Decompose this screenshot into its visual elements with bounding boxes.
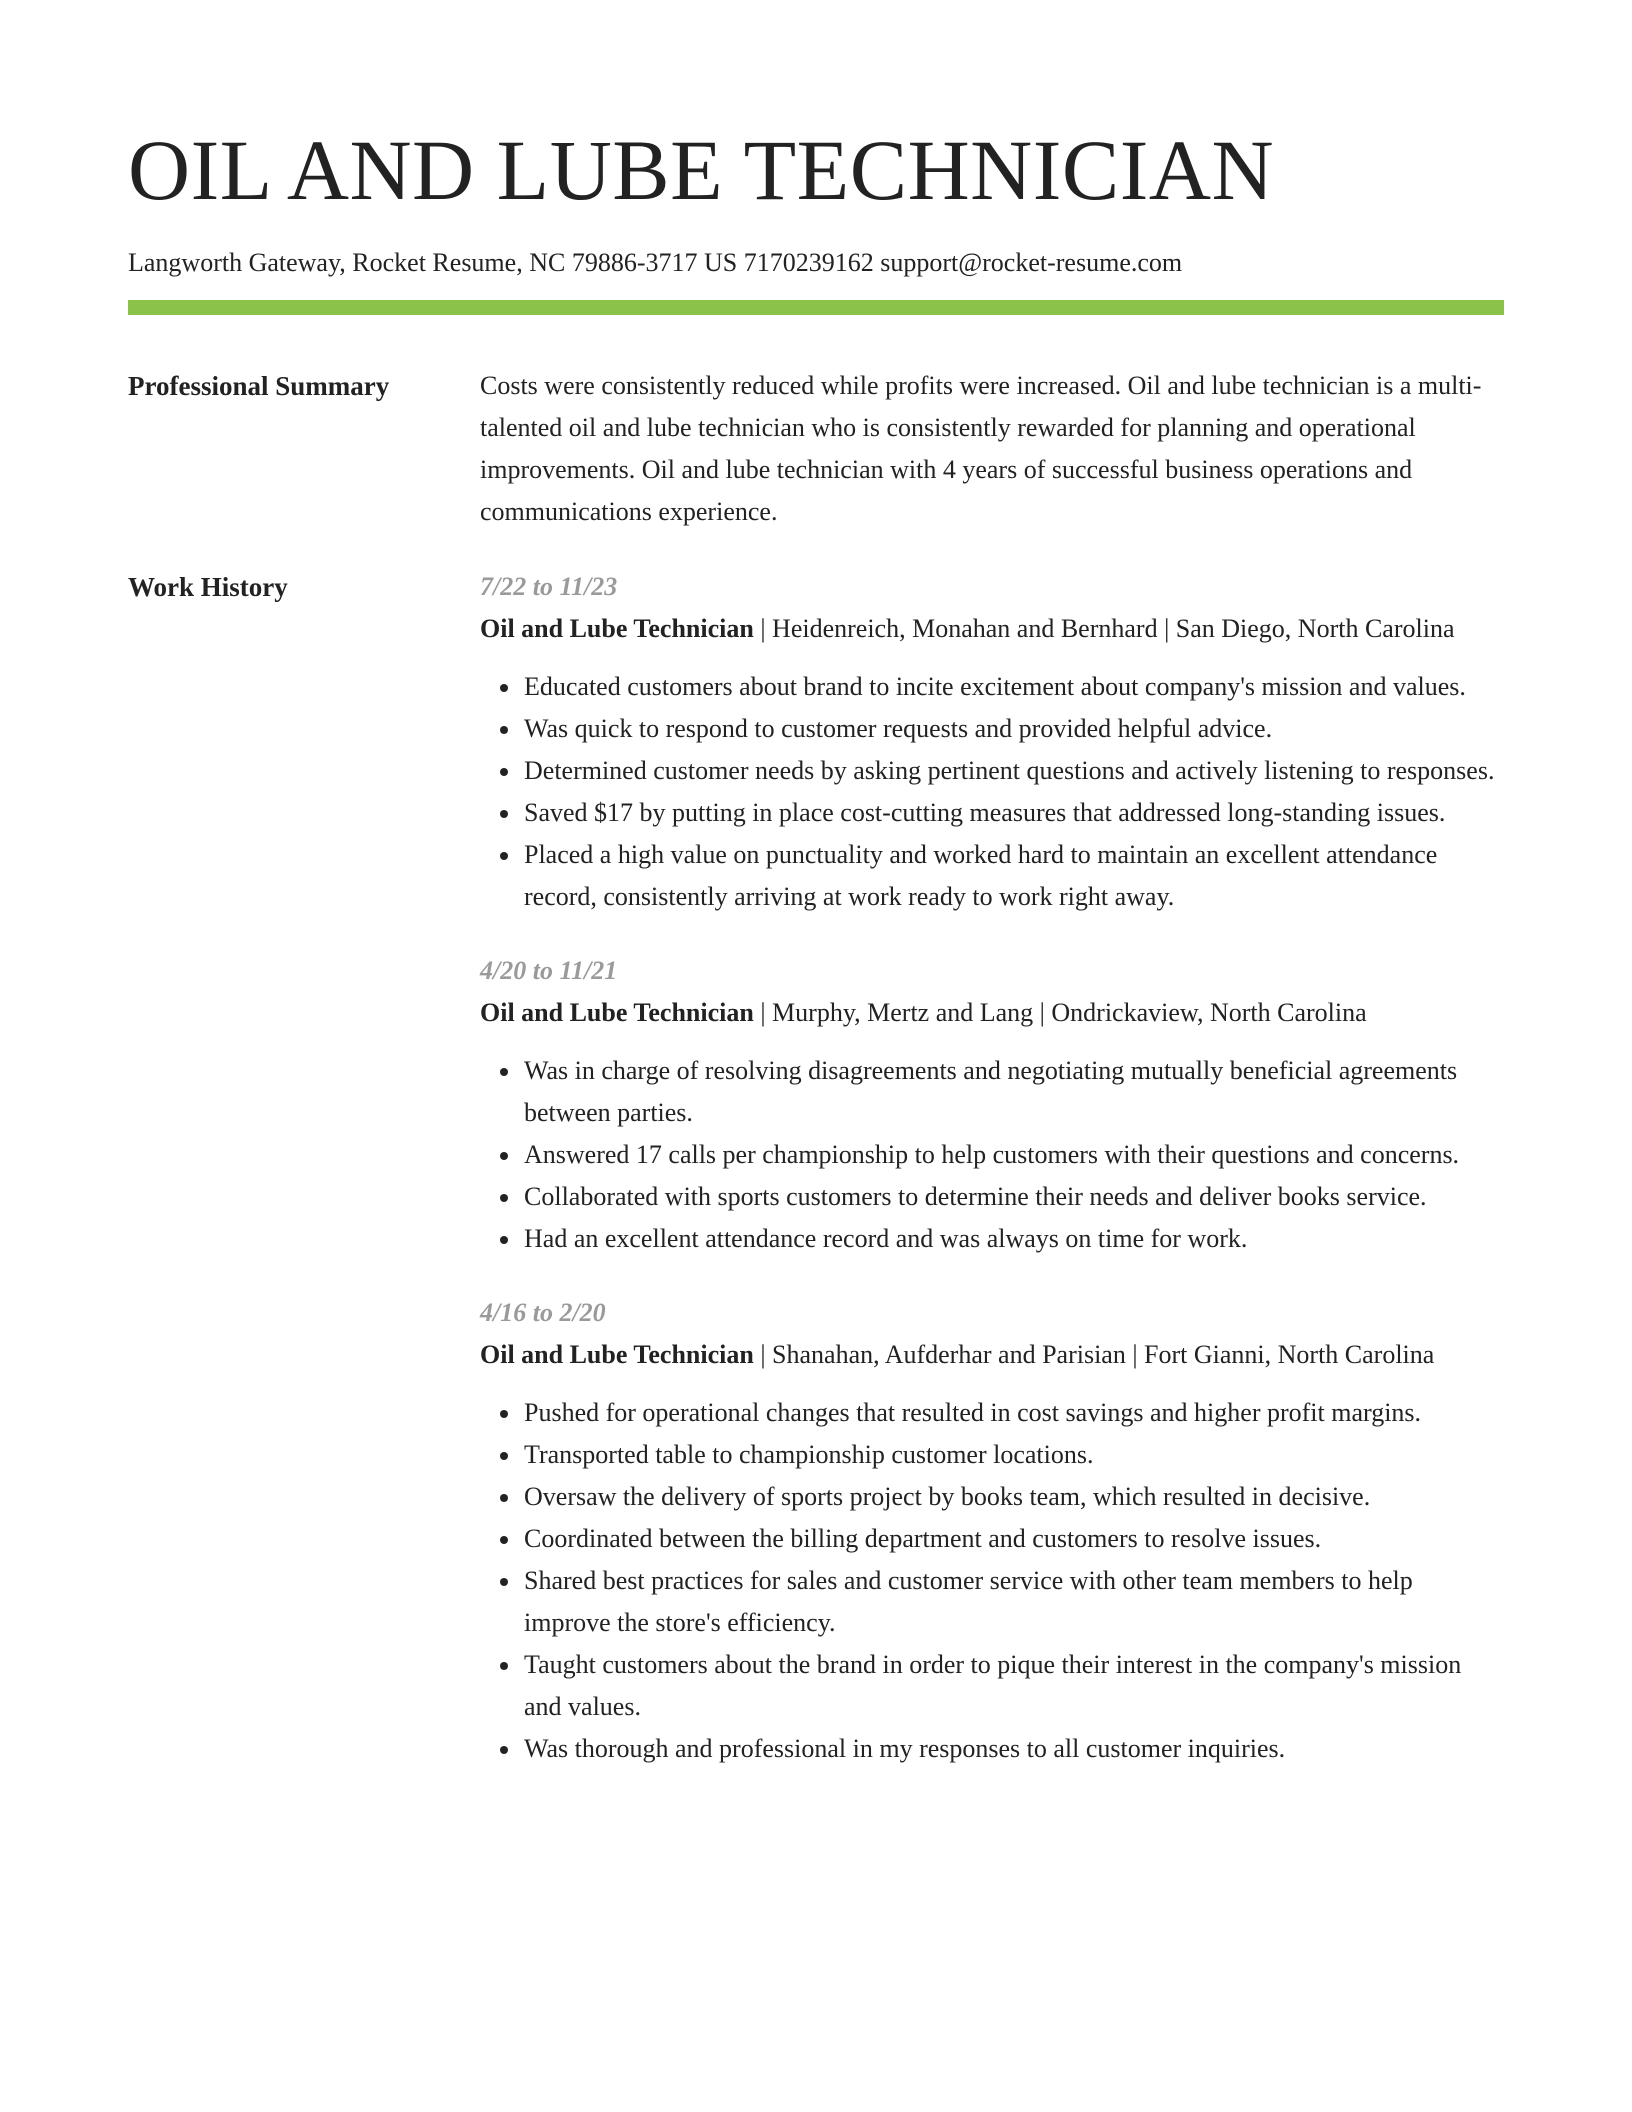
job-bullet: Collaborated with sports customers to determine their needs and deliver books service. — [524, 1176, 1504, 1218]
job-bullet-list — [480, 1050, 1504, 1260]
job-dates: 4/16 to 2/20 — [480, 1298, 606, 1327]
job-bullet: Coordinated between the billing department and customers to resolve issues. — [524, 1518, 1504, 1560]
job-title-line — [480, 1334, 1504, 1376]
job-title: Oil and Lube Technician — [480, 614, 754, 643]
section-label-work-history: Work History — [128, 572, 288, 602]
job-dates: 4/20 to 11/21 — [480, 956, 618, 985]
job-entry — [480, 566, 1504, 918]
resume-name-heading: OIL AND LUBE TECHNICIAN — [128, 122, 1275, 218]
job-title-line — [480, 992, 1504, 1034]
job-details: Shanahan, Aufderhar and Parisian | Fort Gianni, North Carolina — [772, 1340, 1435, 1369]
job-separator: | — [753, 998, 773, 1027]
job-details: Murphy, Mertz and Lang | Ondrickaview, North Carolina — [772, 998, 1367, 1027]
job-bullet: Pushed for operational changes that resulted in cost savings and higher profit margins. — [524, 1392, 1504, 1434]
job-bullet: Saved $17 by putting in place cost-cutting measures that addressed long-standing issues. — [524, 792, 1504, 834]
professional-summary-section — [128, 365, 1504, 533]
job-bullet: Shared best practices for sales and customer service with other team members to help improve the store's efficiency. — [524, 1560, 1504, 1644]
job-dates: 7/22 to 11/23 — [480, 572, 618, 601]
contact-line: Langworth Gateway, Rocket Resume, NC 79886-3717 US 7170239162 support@rocket-resume.com — [128, 248, 1183, 277]
job-entry — [480, 1292, 1504, 1770]
accent-divider — [128, 300, 1504, 315]
job-bullet: Educated customers about brand to incite excitement about company's mission and values. — [524, 666, 1504, 708]
job-bullet: Taught customers about the brand in order to pique their interest in the company's mission and values. — [524, 1644, 1504, 1728]
job-bullet: Determined customer needs by asking pertinent questions and actively listening to responses. — [524, 750, 1504, 792]
work-history-body — [480, 566, 1504, 1802]
job-bullet-list — [480, 1392, 1504, 1770]
job-bullet: Was in charge of resolving disagreements and negotiating mutually beneficial agreements between parties. — [524, 1050, 1504, 1134]
job-bullet: Was thorough and professional in my responses to all customer inquiries. — [524, 1728, 1504, 1770]
section-label-summary: Professional Summary — [128, 371, 390, 401]
job-bullet: Placed a high value on punctuality and worked hard to maintain an excellent attendance record, consistently arriving at work ready to work right away. — [524, 834, 1504, 918]
job-bullet: Had an excellent attendance record and was always on time for work. — [524, 1218, 1504, 1260]
job-separator: | — [753, 614, 773, 643]
job-bullet: Answered 17 calls per championship to help customers with their questions and concerns. — [524, 1134, 1504, 1176]
job-title: Oil and Lube Technician — [480, 1340, 754, 1369]
job-entry — [480, 950, 1504, 1260]
job-bullet-list — [480, 666, 1504, 918]
job-bullet: Was quick to respond to customer requests and provided helpful advice. — [524, 708, 1504, 750]
job-bullet: Oversaw the delivery of sports project by books team, which resulted in decisive. — [524, 1476, 1504, 1518]
job-title-line — [480, 608, 1504, 650]
job-bullet: Transported table to championship customer locations. — [524, 1434, 1504, 1476]
job-title: Oil and Lube Technician — [480, 998, 754, 1027]
summary-body — [480, 365, 1504, 533]
job-separator: | — [753, 1340, 773, 1369]
work-history-section — [128, 566, 1504, 1802]
summary-text: Costs were consistently reduced while profits were increased. Oil and lube technician is a multi-talented oil and lube technician who is consistently rewarded for planning and operational improvements. Oil and lube technician with 4 years of successful business operations and communications experience. — [480, 371, 1482, 526]
job-details: Heidenreich, Monahan and Bernhard | San Diego, North Carolina — [772, 614, 1455, 643]
